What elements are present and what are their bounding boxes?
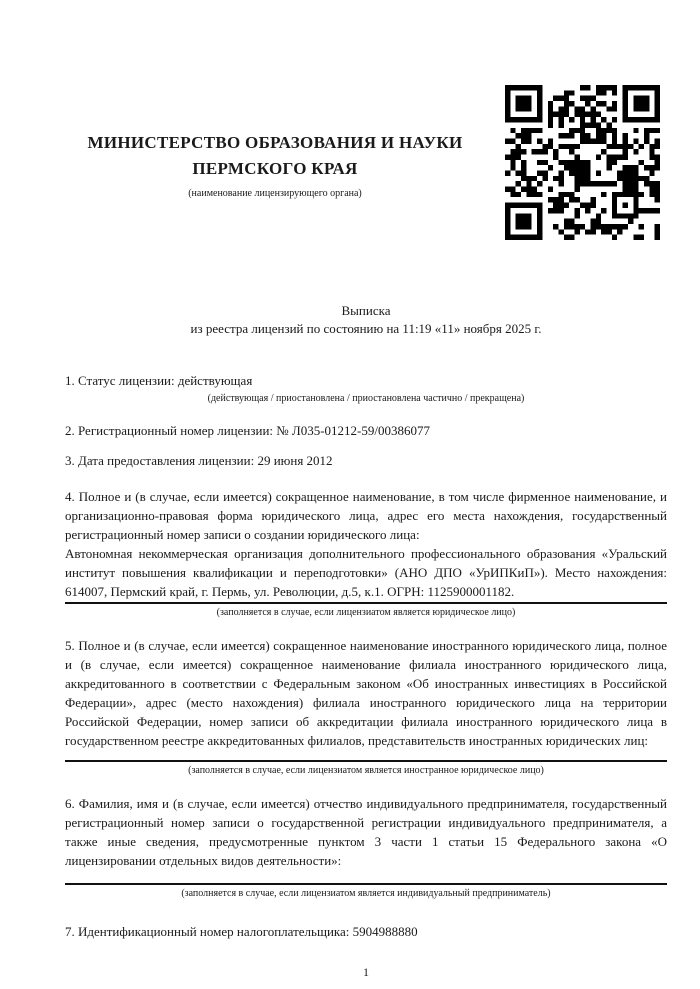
separator-line xyxy=(65,602,667,604)
document-title xyxy=(65,302,667,338)
legal-entity-answer: Автономная некоммерческая организация дополнительного профессионального образования «Уральский институт повышения квалификации и переподготовки» (АНО ДПО «УрИПКиП»). Место нахождения: 614007, Пермский край, г. Пермь, ул. Революции, д.5, к.1. ОГРН: 1125900001182. xyxy=(65,546,667,599)
separator-line xyxy=(65,883,667,885)
extract-date-line: из реестра лицензий по состоянию на 11:19 «11» ноября 2025 г. xyxy=(190,321,542,336)
license-status-item: 1. Статус лицензии: действующая xyxy=(65,373,253,388)
entrepreneur-question: 6. Фамилия, имя и (в случае, если имеется) отчество индивидуального предпринимателя, государственный регистрационный номер записи о государственной регистрации индивидуального предпринимателя, а также иные сведения, предусмотренные пунктом 3 части 1 статьи 15 Федерального закона «О лицензировании отдельных видов деятельности»: xyxy=(65,796,667,868)
legal-entity-item xyxy=(65,487,667,619)
license-number-item: 2. Регистрационный номер лицензии: № Л035-01212-59/00386077 xyxy=(65,423,431,438)
entrepreneur-item xyxy=(65,794,667,900)
taxpayer-number-item: 7. Идентификационный номер налогоплательщика: 5904988880 xyxy=(65,924,418,939)
license-grant-date-item: 3. Дата предоставления лицензии: 29 июня 2012 xyxy=(65,453,333,468)
separator-line xyxy=(65,760,667,762)
entrepreneur-caption: (заполняется в случае, если лицензиатом является индивидуальный предприниматель) xyxy=(181,888,551,899)
legal-entity-question: 4. Полное и (в случае, если имеется) сокращенное наименование, в том числе фирменное наименование, и организационно-правовая форма юридического лица, адрес его места нахождения, государственный регистрационный номер записи о создании юридического лица: xyxy=(65,489,667,542)
foreign-entity-question: 5. Полное и (в случае, если имеется) сокращенное наименование иностранного юридического лица, полное и (в случае, если имеется) сокращенное наименование филиала иностранного юридического лица, аккредитованного в соответствии с Федеральным законом «Об иностранных инвестициях в Российской Федерации», адрес (место нахождения) филиала иностранного юридического лица на территории Российской Федерации, номер записи об аккредитации филиала иностранного юридического лица в государственном реестре аккредитованных филиалов, представительств иностранных юридических лиц: xyxy=(65,638,667,748)
foreign-entity-item xyxy=(65,636,667,777)
foreign-entity-caption: (заполняется в случае, если лицензиатом является иностранное юридическое лицо) xyxy=(188,765,544,776)
legal-entity-caption: (заполняется в случае, если лицензиатом является юридическое лицо) xyxy=(216,607,516,618)
licensing-authority-header xyxy=(65,130,485,200)
qr-code xyxy=(505,85,660,240)
extract-title: Выписка xyxy=(341,303,391,318)
document-body xyxy=(65,302,667,982)
licensing-authority-caption: (наименование лицензирующего органа) xyxy=(188,188,362,199)
ministry-name-line1: МИНИСТЕРСТВО ОБРАЗОВАНИЯ И НАУКИ xyxy=(87,133,463,152)
status-options-caption: (действующая / приостановлена / приостановлена частично / прекращена) xyxy=(207,393,525,404)
ministry-name-line2: ПЕРМСКОГО КРАЯ xyxy=(192,159,358,178)
page-number: 1 xyxy=(363,965,369,979)
